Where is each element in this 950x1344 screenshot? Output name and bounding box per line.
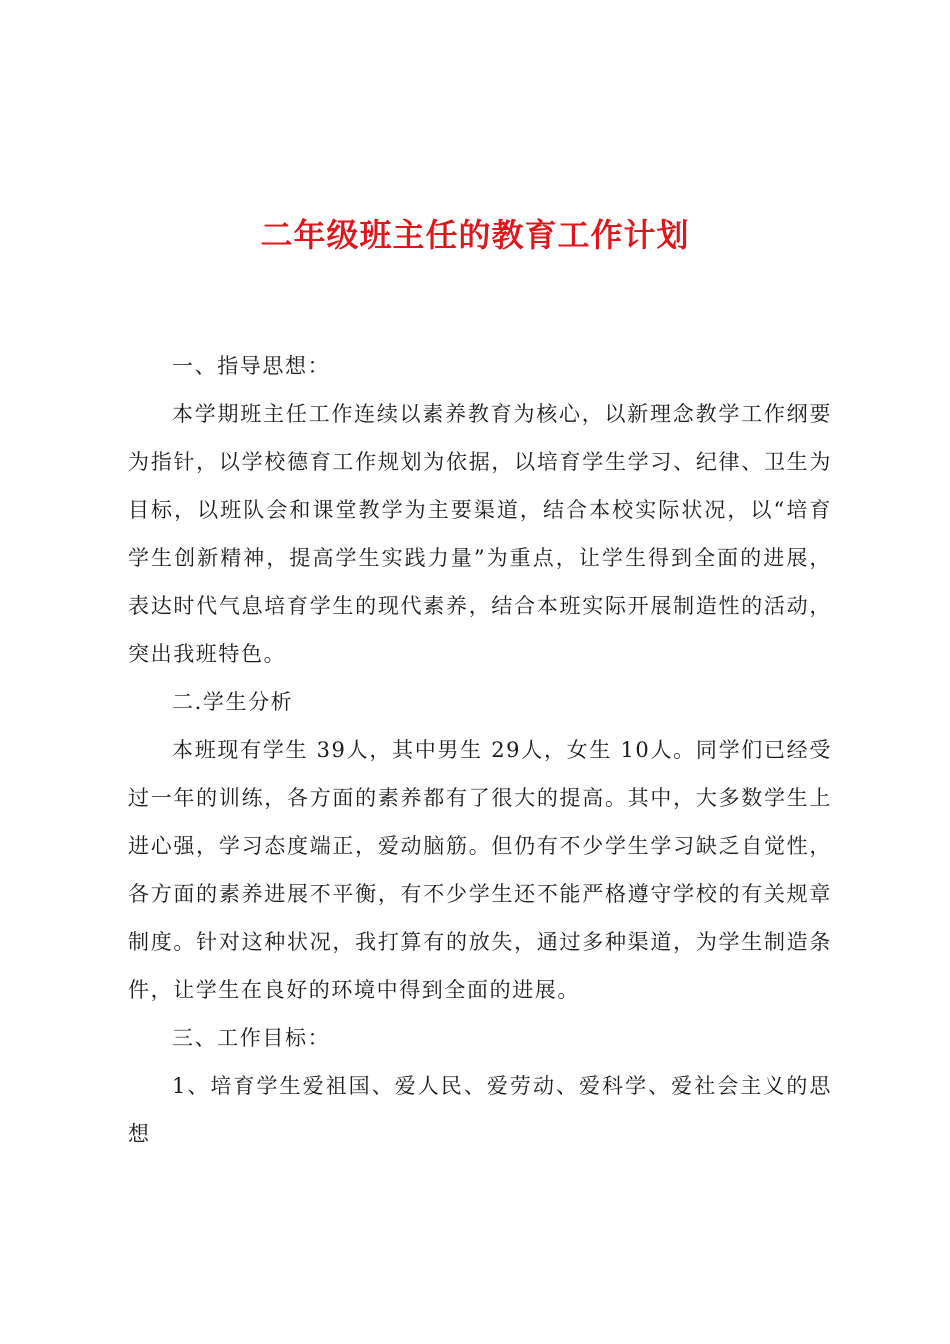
section-heading-work-goals: 三、工作目标： (172, 1026, 331, 1050)
paragraph-guiding-ideology: 本学期班主任工作连续以素养教育为核心，以新理念教学工作纲要为指针，以学校德育工作规划为依据，以培育学生学习、纪律、卫生为目标，以班队会和课堂教学为主要渠道，结合本校实际状况，以“培育学生创新精神，提高学生实践力量”为重点，让学生得到全面的进展，表达时代气息培育学生的现代素养，结合本班实际开展制造性的活动，突出我班特色。 (128, 402, 832, 666)
section-heading-guiding-ideology: 一、指导思想： (172, 354, 331, 378)
paragraph-student-analysis: 本班现有学生 39人，其中男生 29人，女生 10人。同学们已经受过一年的训练，各方面的素养都有了很大的提高。其中，大多数学生上进心强，学习态度端正，爱动脑筋。但仍有不少学生学习缺乏自觉性，各方面的素养进展不平衡，有不少学生还不能严格遵守学校的有关规章制度。针对这种状况，我打算有的放失，通过多种渠道，为学生制造条件，让学生在良好的环境中得到全面的进展。 (128, 738, 832, 1002)
section-heading-student-analysis: 二.学生分析 (172, 690, 294, 714)
paragraph-work-goal-1: 1、培育学生爱祖国、爱人民、爱劳动、爱科学、爱社会主义的思想 (128, 1074, 832, 1146)
document-body (128, 342, 832, 1158)
document-title: 二年级班主任的教育工作计划 (260, 216, 690, 254)
